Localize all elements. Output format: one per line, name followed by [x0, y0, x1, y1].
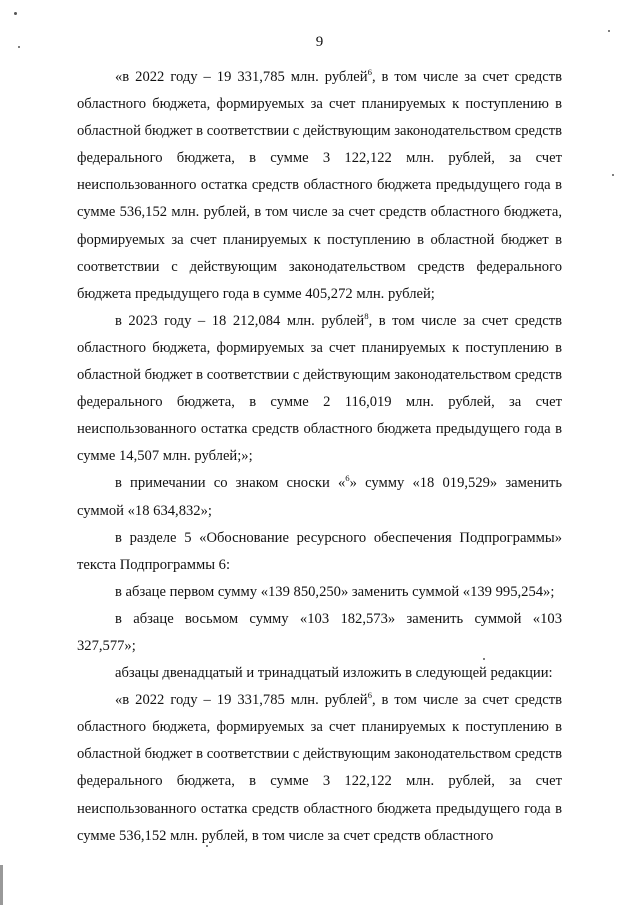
footnote-marker: 6	[345, 473, 350, 484]
scan-speck	[206, 845, 208, 847]
footnote-marker: 6	[367, 67, 372, 78]
page-number: 9	[315, 34, 324, 50]
paragraph-footnote-note	[77, 470, 562, 524]
paragraph-twelfth-thirteenth	[77, 660, 562, 687]
paragraph-text: «в 2022 году – 19 331,785 млн. рублей	[115, 692, 368, 709]
paragraph-text: абзацы двенадцатый и тринадцатый изложить в следующей редакции:	[115, 665, 553, 682]
paragraph-text: , в том числе за счет средств областного бюджета, формируемых за счет планируемых к поступлению в областной бюджет в соответствии с действующим законодательством средств федерального бюджета, в сумме 3 122,122 млн. рублей, за счет неиспользованного остатка средств областного бюджета предыдущего года в сумме 536,152 млн. рублей, в том числе за счет средств областного бюджета, формируемых за счет планируемых к поступлению в областной бюджет в соответствии с действующим законодательством средств федерального бюджета предыдущего года в сумме 405,272 млн. рублей;	[77, 69, 562, 302]
paragraph-text: в 2023 году – 18 212,084 млн. рублей	[115, 312, 365, 329]
scan-speck	[608, 30, 610, 32]
scan-speck	[18, 46, 20, 48]
paragraph-section-5	[77, 525, 562, 579]
paragraph-text: , в том числе за счет средств областного бюджета, формируемых за счет планируемых к поступлению в областной бюджет в соответствии с действующим законодательством средств федерального бюджета, в сумме 3 122,122 млн. рублей, за счет неиспользованного остатка средств областного бюджета предыдущего года в сумме 536,152 млн. рублей, в том числе за счет средств областного	[77, 692, 562, 844]
paragraph-first-abzac	[77, 579, 562, 606]
paragraph-text: в абзаце первом сумму «139 850,250» заменить суммой «139 995,254»;	[115, 583, 555, 600]
paragraph-text: «в 2022 году – 19 331,785 млн. рублей	[115, 69, 368, 85]
scan-speck	[483, 658, 485, 660]
scan-speck	[14, 12, 17, 15]
paragraph-2023-amount	[77, 308, 562, 471]
paragraph-2022-amount-new	[77, 687, 562, 850]
paragraph-text: , в том числе за счет средств областного бюджета, формируемых за счет планируемых к поступлению в областной бюджет в соответствии с действующим законодательством средств федерального бюджета, в сумме 2 116,019 млн. рублей, за счет неиспользованного остатка средств областного бюджета предыдущего года в сумме 14,507 млн. рублей;»;	[77, 312, 562, 465]
document-body	[77, 64, 562, 850]
paragraph-text: » сумму «18 019,529» заменить суммой «18 634,832»;	[77, 475, 562, 519]
paragraph-eighth-abzac	[77, 606, 562, 660]
scan-edge	[0, 865, 3, 905]
paragraph-text: в разделе 5 «Обоснование ресурсного обеспечения Подпрограммы» текста Подпрограммы 6:	[77, 529, 562, 573]
scan-speck	[612, 174, 614, 176]
paragraph-2022-amount	[77, 64, 562, 308]
paragraph-text: в примечании со знаком сноски «	[115, 475, 346, 492]
footnote-marker: 8	[364, 310, 369, 321]
paragraph-text: в абзаце восьмом сумму «103 182,573» заменить суммой «103 327,577»;	[77, 610, 562, 654]
footnote-marker: 6	[367, 690, 372, 701]
